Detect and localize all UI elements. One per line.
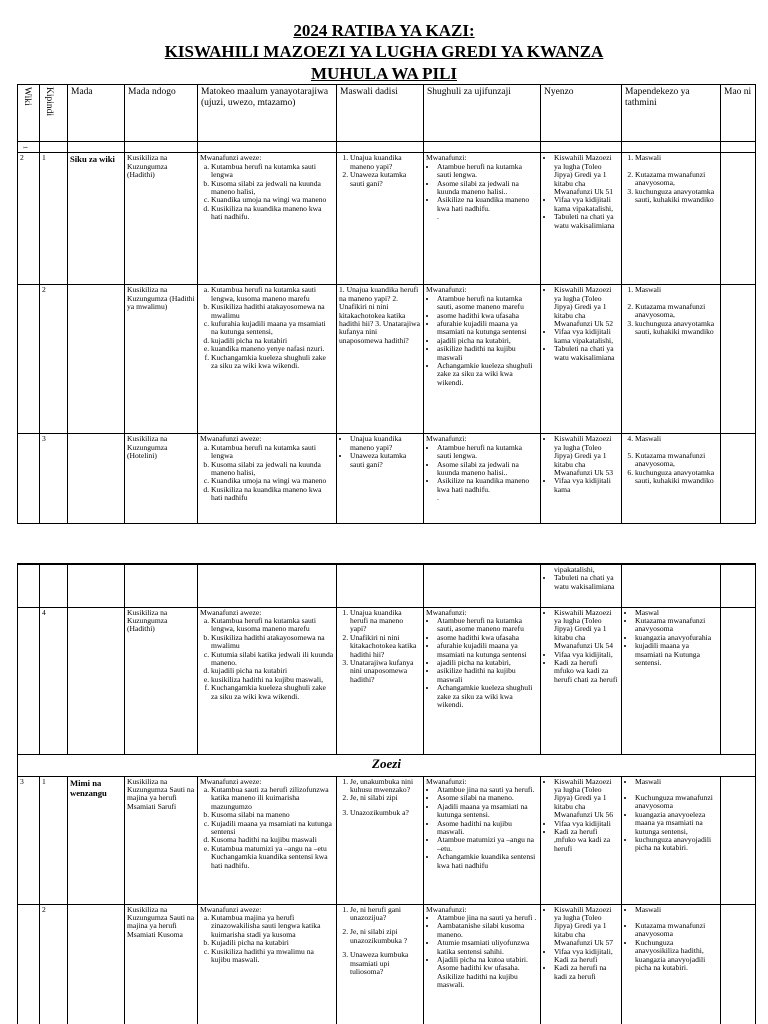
kipindi-cell: 1 <box>40 776 68 904</box>
mapendekezo-cell: • Maswali • Kutazama mwanafunzi anavyosoma • Kuchunguza anavyosikiliza hadithi, kuangazia anavyojadili picha na kutabiri. <box>622 904 721 1024</box>
scheme-table-page-1 <box>17 84 756 524</box>
mada-cell: Siku za wiki <box>68 153 125 285</box>
shughuli-cell: Mwanafunzi: • Atambue herufi na kutamka sauti lengwa. • Asome silabi za jedwali na kuunda maneno halisi.. • Asikilize na kuandika maneno kwa hati nadhifu. . <box>424 434 541 524</box>
matokeo-cell: Mwanafunzi aweze: a. Kutambua herufi na kutamka sauti lengwa b. Kusoma silabi za jedwali na kuunda maneno halisi, c. Kuandika umoja na wingi wa maneno d. Kusikiliza na kuandika maneno kwa hati nadhifu <box>198 434 337 524</box>
maswali-cell: 1. Unajua kuandika herufi na maneno yapi? 2. Unafikiri ni nini kitakachotokea katika hadithi hii? 3. Unatarajiwa kufanya nini unaposomewa hadithi? <box>337 607 424 754</box>
nyenzo-cell: • Kiswahili Mazoezi ya lugha (Toleo Jipya) Gredi ya 1 kitabu cha Mwanafunzi Uk 56 • Vifaa vya kidijitali • Kadi za herufi ,mfuko wa kadi za herufi <box>541 776 622 904</box>
header-shughuli: Shughuli za ujifunzaji <box>424 85 541 142</box>
header-nyenzo: Nyenzo <box>541 85 622 142</box>
nyenzo-cell: • Kiswahili Mazoezi ya lugha (Toleo Jipya) Gredi ya 1 kitabu cha Mwanafunzi Uk 53 • Vifaa vya kidijitali kama <box>541 434 622 524</box>
mada-ndogo-cell: Kusikiliza na Kuzungumza Sauti na majina ya herufi Msamiati Sarufi <box>125 776 198 904</box>
title-line-3: MUHULA WA PILI <box>310 64 458 83</box>
mada-ndogo-cell: Kusikiliza na Kuzungumza (Hadithi) <box>125 153 198 285</box>
week-1-row <box>18 142 756 153</box>
maswali-cell: 1. Unajua kuandika herufi na maneno yapi? 2. Unafikiri ni nini kitakachotokea katika hadithi hii? 3. Unatarajiwa kufanya nini unaposomewa hadithi? <box>337 285 424 434</box>
week-1-marker: 1 <box>18 142 40 153</box>
mapendekezo-cell: 1. Maswali 2. Kutazama mwanafunzi anavyosoma, 3. kuchunguza anavyotamka sauti, kuhakiki mwandiko <box>622 285 721 434</box>
scheme-table-page-2 <box>17 563 756 1024</box>
kipindi-cell: 2 <box>40 904 68 1024</box>
header-mapendekezo: Mapendekezo ya tathmini <box>622 85 721 142</box>
matokeo-cell: Mwanafunzi aweze: a. Kutambua majina ya herufi zinazowakilisha sauti lengwa katika kuimarisha stadi ya kusoma b. Kujadili picha na kutabiri c. Kusikiliza hadithi ya mwalimu na kujibu maswali. <box>198 904 337 1024</box>
shughuli-cell: Mwanafunzi: • Atambue herufi na kutamka sauti, asome maneno marefu • asome hadithi kwa ufasaha • afurahie kujadili maana ya msamiati na kutunga sentensi • ajadili picha na kutabiri, • asikilize hadithi na kujibu maswali • Achangamkie kueleza shughuli zake za siku za wiki kwa wikendi. <box>424 285 541 434</box>
header-maswali: Maswali dadisi <box>337 85 424 142</box>
header-kipindi: Kipindi <box>40 85 68 142</box>
matokeo-cell: Mwanafunzi aweze: a. Kutambua herufi na kutamka sauti lengwa, kusoma maneno marefu b. Kusikiliza hadithi atakayosomewa na mwalimu c. Kutumia silabi katika jedwali ili kuunda maneno. d. kujadili picha na kutabiri e. kusikiliza hadithi na kujibu maswali, f. Kuchangamkia kueleza shughuli zake za siku za wiki kwa wikendi. <box>198 607 337 754</box>
shughuli-cell: Mwanafunzi: • Atambue herufi na kutamka sauti lengwa. • Asome silabi za jedwali na kuunda maneno halisi.. • Asikilize na kuandika maneno kwa hati nadhifu. . <box>424 153 541 285</box>
table-row <box>18 285 756 434</box>
nyenzo-cell: vipakatalishi, • Tabuleti na chati ya watu wakisalimiana <box>541 564 622 607</box>
title-line-1: 2024 RATIBA YA KAZI: <box>293 21 475 40</box>
header-mada-ndogo: Mada ndogo <box>125 85 198 142</box>
mapendekezo-cell: • Maswal • Kutazama mwanafunzi anavyosoma • kuangazia anavyofurahia • kujadili maana ya msamiati na Kutunga sentensi. <box>622 607 721 754</box>
matokeo-cell: Mwanafunzi aweze: a. Kutambua sauti za herufi zilizofunzwa katika maneno ili kuimarisha mazungumzo b. Kusoma silabi na maneno c. Kujadili maana ya msamiati na kutunga sentensi d. Kusoma hadithi na kujibu maswali e. Kutambua matumizi ya –angu na –etu Kuchangamkia kuandika sentensi kwa hati nadhifu. <box>198 776 337 904</box>
title-line-2: KISWAHILI MAZOEZI YA LUGHA GREDI YA KWANZA <box>164 42 604 61</box>
wiki-cell: 2 <box>18 153 40 285</box>
table-row <box>18 434 756 524</box>
maoni-cell <box>721 153 756 285</box>
shughuli-cell: Mwanafunzi: • Atambue jina na sauti ya herufi. • Asome silabi na maneno. • Ajadili maana ya msamiati na kutunga sentensi. • Asome hadithi na kujibu maswali. • Atambue matumizi ya –angu na –etu. • Achangamkie kuandika sentensi kwa hati nadhifu <box>424 776 541 904</box>
kipindi-cell: 2 <box>40 285 68 434</box>
kipindi-cell: 3 <box>40 434 68 524</box>
header-maoni: Mao ni <box>721 85 756 142</box>
mapendekezo-cell: 4. Maswali 5. Kutazama mwanafunzi anavyosoma, 6. kuchunguza anavyotamka sauti, kuhakiki mwandiko <box>622 434 721 524</box>
header-matokeo: Matokeo maalum yanayotarajiwa (ujuzi, uwezo, mtazamo) <box>198 85 337 142</box>
maswali-cell: 1. Je, unakumbuka nini kuhusu mwenzako? 2. Je, ni silabi zipi 3. Unazozikumbuk a? <box>337 776 424 904</box>
kipindi-cell: 1 <box>40 153 68 285</box>
maswali-cell: 1. Je, ni herufi gani unazozijua? 2. Je, ni silabi zipi unazozikumbuka ? 3. Unaweza kumbuka msamiati upi tuliosoma? <box>337 904 424 1024</box>
mada-ndogo-cell: Kusikiliza na Kuzungumza (Hotelini) <box>125 434 198 524</box>
nyenzo-cell: • Kiswahili Mazoezi ya lugha (Toleo Jipya) Gredi ya 1 kitabu cha Mwanafunzi Uk 57 • Vifaa vya kidijitali, Kadi za herufi • Kadi za herufi na kadi za herufi <box>541 904 622 1024</box>
header-row <box>18 85 756 142</box>
nyenzo-cell: • Kiswahili Mazoezi ya lugha (Toleo Jipya) Gredi ya 1 kitabu cha Mwanafunzi Uk 54 • Vifaa vya kidijitali, • Kadi za herufi mfuko wa kadi za herufi chati za herufi <box>541 607 622 754</box>
header-wiki: Wiki <box>18 85 40 142</box>
maswali-cell: 1. Unajua kuandika maneno yapi? 2. Unaweza kutamka sauti gani? <box>337 153 424 285</box>
table-row <box>18 776 756 904</box>
table-row <box>18 153 756 285</box>
mada-ndogo-cell: Kusikiliza na Kuzungumza (Hadithi ya mwalimu) <box>125 285 198 434</box>
matokeo-cell: a. Kutambua herufi na kutamka sauti lengwa, kusoma maneno marefu b. Kusikiliza hadithi atakayosomewa na mwalimu c. kufurahia kujadili maana ya msamiati na kutunga sentensi, d. kujadili picha na kutabiri e. kuandika maneno yenye nafasi nzuri. f. Kuchangamkia kueleza shughuli zake za siku za wiki kwa wikendi. <box>198 285 337 434</box>
zoezi-label: Zoezi <box>18 754 756 776</box>
wiki-cell: 3 <box>18 776 40 904</box>
mada-cell: Mimi na wenzangu <box>68 776 125 904</box>
shughuli-cell: Mwanafunzi: • Atambue jina na sauti ya herufi . • Aambatanishe silabi kusoma maneno. • Atumie msamiati uliyofunzwa katika sentensi sahihi. • Ajadili picha na kutoa utabiri. Asome hadithi kw ufasaha. Asikilize hadithi na kujibu maswali. <box>424 904 541 1024</box>
mada-ndogo-cell: Kusikiliza na Kuzungumza (Hadithi) <box>125 607 198 754</box>
table-row-continuation <box>18 564 756 607</box>
table-row <box>18 607 756 754</box>
maswali-cell: • Unajua kuandika maneno yapi? • Unaweza kutamka sauti gani? <box>337 434 424 524</box>
mada-ndogo-cell: Kusikiliza na Kuzungumza Sauti na majina ya herufi Msamiati Kusoma <box>125 904 198 1024</box>
table-row <box>18 904 756 1024</box>
kipindi-cell: 4 <box>40 607 68 754</box>
shughuli-cell: Mwanafunzi: • Atambue herufi na kutamka sauti, asome maneno marefu • asome hadithi kwa ufasaha • afurahie kujadili maana ya msamiati na kutunga sentensi • ajadili picha na kutabiri, • asikilize hadithi na kujibu maswali • Achangamkie kueleza shughuli zake za siku za wiki kwa wikendi. <box>424 607 541 754</box>
header-mada: Mada <box>68 85 125 142</box>
nyenzo-cell: • Kiswahili Mazoezi ya lugha (Toleo Jipya) Gredi ya 1 kitabu cha Mwanafunzi Uk 51 • Vifaa vya kidijitali kama vipakatalishi, • Tabuleti na chati ya watu wakisalimiana <box>541 153 622 285</box>
mapendekezo-cell: • Maswali • Kuchunguza mwanafunzi anavyosoma • kuangazia anavyoeleza maana ya msamiati na kutunga sentensi, • kuchunguza anavyojadili picha na kutabiri. <box>622 776 721 904</box>
matokeo-cell: Mwanafunzi aweze: a. Kutambua herufi na kutamka sauti lengwa b. Kusoma silabi za jedwali na kuunda maneno halisi, c. Kuandika umoja na wingi wa maneno d. Kusikiliza na kuandika maneno kwa hati nadhifu. <box>198 153 337 285</box>
zoezi-row <box>18 754 756 776</box>
nyenzo-cell: • Kiswahili Mazoezi ya lugha (Toleo Jipya) Gredi ya 1 kitabu cha Mwanafunzi Uk 52 • Vifaa vya kidijitali kama vipakatalishi, • Tabuleti na chati ya watu wakisalimiana <box>541 285 622 434</box>
mapendekezo-cell: 1. Maswali 2. Kutazama mwanafunzi anavyosoma, 3. kuchunguza anavyotamka sauti, kuhakiki mwandiko <box>622 153 721 285</box>
